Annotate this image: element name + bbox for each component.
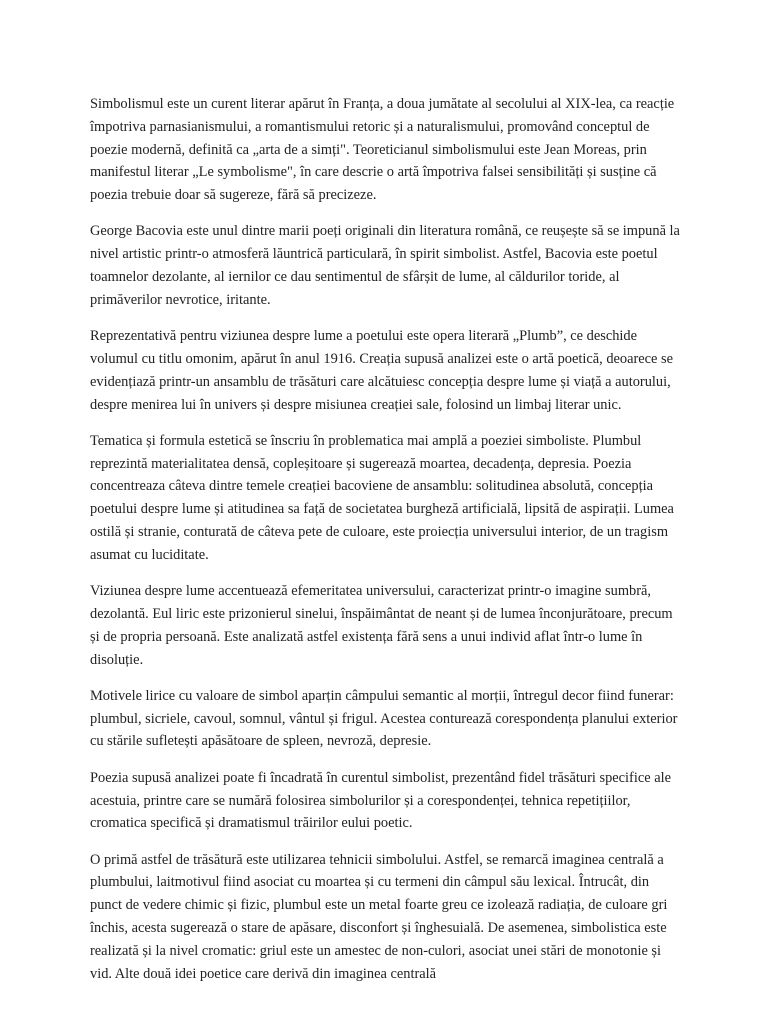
document-page [90,93,680,999]
paragraph-bacovia: George Bacovia este unul dintre marii poeți originali din literatura română, ce reușește să se impună la nivel artistic printr-o atmosferă lăuntrică particulară, în spirit simbolist. Astfel, Bacovia este poetul toamnelor dezolante, al iernilor ce dau sentimentul de sfârșit de lume, al căldurilor toride, al primăverilor nevrotice, iritante. [90,223,680,308]
paragraph-poezia-incadrare: Poezia supusă analizei poate fi încadrată în curentul simbolist, prezentând fidel trăsături specifice ale acestuia, printre care se numără folosirea simbolurilor și a corespondenței, tehnica repetițiilor, cromatica specifică și dramatismul trăirilor eului poetic. [90,769,671,832]
paragraph-viziunea: Viziunea despre lume accentuează efemeritatea universului, caracterizat printr-o imagine sumbră, dezolantă. Eul liric este prizonierul sinelui, înspăimântat de neant și de lumea înconjurătoare, precum și de propria persoană. Este analizată astfel existența fără sens a unui individ aflat într-o lume în disoluție. [90,583,673,668]
paragraph-tematica: Tematica și formula estetică se înscriu în problematica mai amplă a poeziei simboliste. Plumbul reprezintă materialitatea densă, copleșitoare și sugerează moartea, decadența, depresia. Poezia concentreaza câteva dintre temele creației bacoviene de ansamblu: solitudinea absolută, concepția poetului despre lume și atitudinea sa față de societatea burgheză artificială, lipsită de aspirații. Lumea ostilă și stranie, conturată de câteva pete de culoare, este proiecția universului interior, de un tragism asumat cu luciditate. [90,432,674,563]
paragraph-plumb-opera: Reprezentativă pentru viziunea despre lume a poetului este opera literară „Plumb”, ce deschide volumul cu titlu omonim, apărut în anul 1916. Creația supusă analizei este o artă poetică, deoarece se evidențiază printr-un ansamblu de trăsături care alcătuiesc concepția despre lume și viață a autorului, despre menirea lui în univers și despre misiunea creației sale, folosind un limbaj literar unic. [90,328,674,413]
paragraph-simbolul: O primă astfel de trăsătură este utilizarea tehnicii simbolului. Astfel, se remarcă imaginea centrală a plumbului, laitmotivul fiind asociat cu moartea și cu termeni din câmpul său lexical. Întrucât, din punct de vedere chimic și fizic, plumbul este un metal foarte greu ce izolează radiația, de culoare gri închis, acesta sugerează o stare de apăsare, disconfort și înghesuială. De asemenea, simbolistica este realizată și la nivel cromatic: griul este un amestec de non-culori, asociat unei stări de monotonie și vid. Alte două idei poetice care derivă din imaginea centrală [90,851,668,982]
paragraph-simbolism-intro: Simbolismul este un curent literar apărut în Franța, a doua jumătate al secolului al XIX-lea, ca reacție împotriva parnasianismului, a romantismului retoric și a naturalismului, promovând conceptul de poezie modernă, definită ca „arta de a simți". Teoreticianul simbolismului este Jean Moreas, prin manifestul literar „Le symbolisme", în care descrie o artă împotriva falsei sensibilități și susține că poezia trebuie doar să sugereze, fără să precizeze. [90,96,675,204]
paragraph-motivele: Motivele lirice cu valoare de simbol aparțin câmpului semantic al morții, întregul decor fiind funerar: plumbul, sicriele, cavoul, somnul, vântul și frigul. Acestea conturează corespondența planului exterior cu stările sufletești apăsătoare de spleen, nevroză, depresie. [90,687,678,750]
